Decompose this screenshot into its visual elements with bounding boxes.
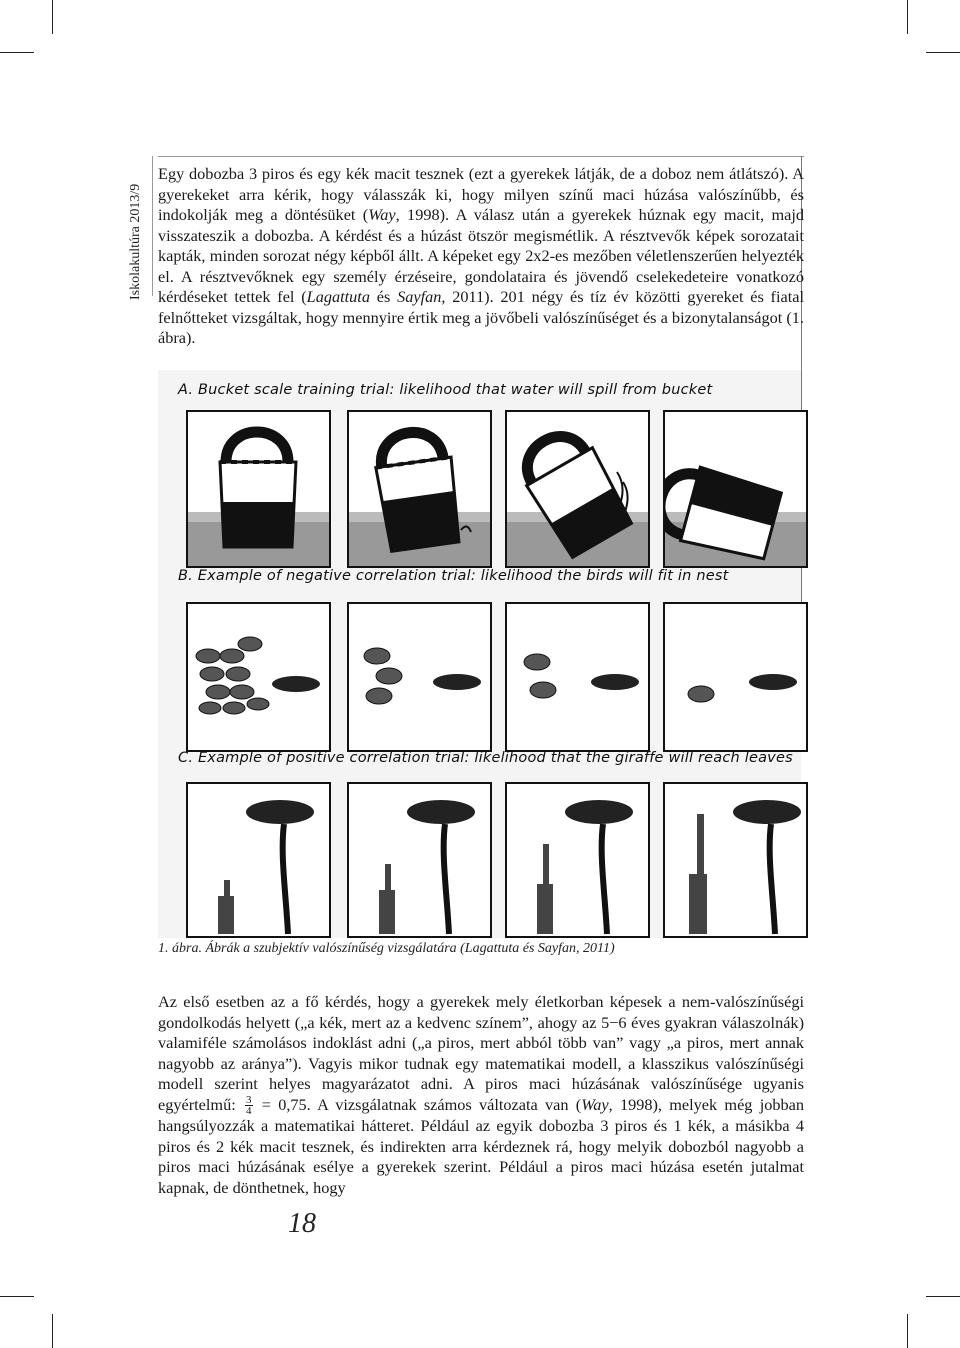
figure-heading-c: C. Example of positive correlation trial: likelihood that the giraffe will reach leaves	[178, 750, 793, 766]
top-rule	[158, 156, 804, 157]
giraffe-panel-1	[186, 782, 331, 938]
giraffe-illustration	[507, 784, 648, 936]
bird-panel-4	[663, 602, 808, 752]
crop-mark	[0, 1296, 34, 1297]
bucket-illustration	[188, 412, 329, 566]
text-run: Egy dobozba 3 piros és egy kék macit tesznek (ezt a gyerekek látják, de a doboz nem átlátszó). A gyerekeket arra kérik, hogy válasszák ki, hogy milyen színű maci húzása valószínűbb, és indokolják meg a döntésüket (	[158, 164, 804, 224]
fraction-numerator: 3	[246, 1094, 252, 1107]
text-run: , 1998), melyek még jobban hangsúlyozzák a matematikai hátteret. Például az egyik dobozba 3 piros és 1 kék, a másikba 4 piros és 2 kék macit tesznek, és indirekten arra kérdeznek rá, hogy melyik dobozból nagyobb a piros maci húzásának esélye a gyerekek szerint. Például a piros maci húzása esetén jutalmat kapnak, de dönthetnek, hogy	[158, 1094, 805, 1197]
birds-illustration	[349, 604, 490, 750]
bucket-illustration	[665, 412, 806, 566]
crop-mark	[0, 52, 34, 53]
crop-mark	[926, 52, 960, 53]
birds-illustration	[188, 604, 329, 750]
fraction	[245, 1095, 253, 1116]
bucket-panel-3	[505, 410, 650, 568]
citation-name: Sayfan	[397, 287, 442, 306]
bird-panel-3	[505, 602, 650, 752]
giraffe-panel-3	[505, 782, 650, 938]
text-run: = 0,75. A vizsgálatnak számos változata van (	[254, 1094, 582, 1114]
citation-name: Way	[581, 1094, 609, 1114]
page-number: 18	[288, 1208, 316, 1239]
body-paragraph-2	[158, 992, 804, 1198]
citation-name: Lagattuta	[306, 287, 370, 306]
giraffe-illustration	[349, 784, 490, 936]
figure-heading-b: B. Example of negative correlation trial: likelihood the birds will fit in nest	[178, 568, 729, 584]
bucket-panel-4	[663, 410, 808, 568]
bucket-illustration	[507, 412, 648, 566]
crop-mark	[52, 0, 53, 34]
text-run: , 1998). A válasz után a gyerekek húznak egy macit, majd visszateszik a dobozba. A kérdést és a húzást ötször megismétlik. A résztvevők képek sorozatait kapták, minden sorozat négy képből állt. A képeket egy 2x2-es mezőben véletlenszerűen helyezték el. A résztvevőknek egy személy érzéseire, gondolataira és jövendő cselekedeteire vonatkozó kérdéseket tettek fel (	[158, 205, 804, 306]
bird-panel-2	[347, 602, 492, 752]
bucket-illustration	[349, 412, 490, 566]
figure-heading-a: A. Bucket scale training trial: likelihood that water will spill from bucket	[178, 382, 713, 398]
body-paragraph-1	[158, 164, 804, 349]
text-run: Az első esetben az a fő kérdés, hogy a gyerekek mely életkorban képesek a nem-valószínűségi gondolkodás helyett („a kék, mert az a kedvenc színem”, ahogy az 5−6 éves gyakran válaszolnák) valamiféle számolásos indoklást adni („a piros, mert abból több van” vagy „a piros, mert annak nagyobb az aránya”). Vagyis mikor tudnak egy matematikai modell, a klasszikus valószínűségi modell szerint helyes magyarázatot adni. A piros maci húzásának valószínűsége ugyanis egyértelmű:	[158, 992, 804, 1114]
figure-1	[158, 370, 801, 938]
bird-panel-1	[186, 602, 331, 752]
running-head: Iskolakultúra 2013/9	[128, 183, 143, 300]
bucket-panel-1	[186, 410, 331, 568]
crop-mark	[907, 1314, 908, 1348]
giraffe-panel-4	[663, 782, 808, 938]
bucket-panel-2	[347, 410, 492, 568]
crop-mark	[52, 1314, 53, 1348]
birds-illustration	[507, 604, 648, 750]
text-run: és	[369, 287, 398, 306]
left-rule	[152, 156, 153, 296]
text-run: , 2011). 201 négy és tíz év közötti gyereket és fiatal felnőtteket vizsgáltak, hogy mennyire értik meg a jövőbeli valószínűséget és a bizonytalanságot (1. ábra).	[158, 287, 804, 347]
citation-name: Way	[368, 205, 396, 224]
crop-mark	[926, 1296, 960, 1297]
crop-mark	[907, 0, 908, 34]
giraffe-panel-2	[347, 782, 492, 938]
giraffe-illustration	[188, 784, 329, 936]
giraffe-illustration	[665, 784, 806, 936]
birds-illustration	[665, 604, 806, 750]
fraction-denominator: 4	[246, 1105, 252, 1118]
figure-caption: 1. ábra. Ábrák a szubjektív valószínűség vizsgálatára (Lagattuta és Sayfan, 2011)	[158, 941, 615, 956]
